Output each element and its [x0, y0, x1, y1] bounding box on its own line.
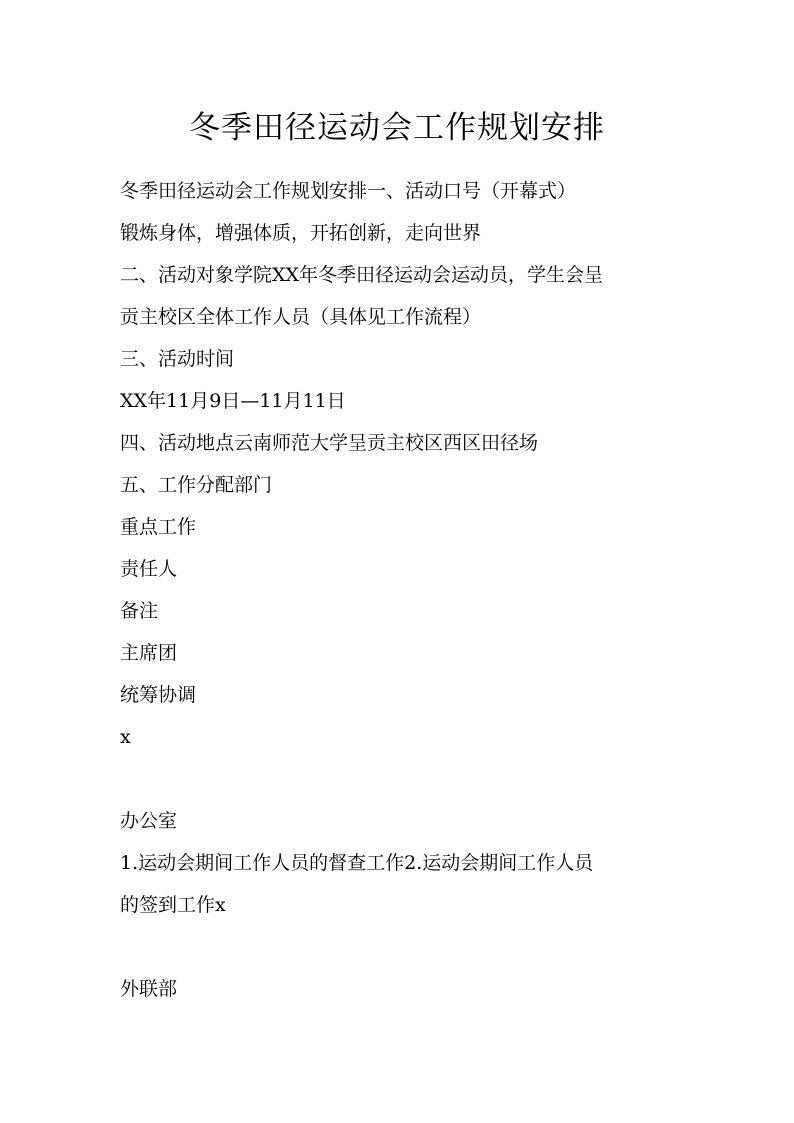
blank-line — [120, 926, 690, 968]
text-line: 锻炼身体，增强体质，开拓创新，走向世界 — [120, 222, 482, 244]
text-line: 冬季田径运动会工作规划安排一、活动口号（开幕式） — [120, 180, 577, 202]
text-line: 重点工作 — [120, 516, 197, 538]
blank-line — [120, 758, 690, 800]
text-line: 备注 — [120, 600, 159, 622]
text-line: XX年11月9日—11月11日 — [120, 390, 346, 412]
text-line: 的签到工作x — [120, 894, 226, 916]
text-line: 二、活动对象学院XX年冬季田径运动会运动员，学生会呈 — [120, 264, 604, 286]
text-line: 贡主校区全体工作人员（具体见工作流程） — [120, 306, 482, 328]
text-line: 统筹协调 — [120, 684, 197, 706]
document-body — [120, 170, 690, 1010]
text-line: 责任人 — [120, 558, 178, 580]
text-line: 五、工作分配部门 — [120, 474, 273, 496]
text-line: 三、活动时间 — [120, 348, 235, 370]
text-line: 外联部 — [120, 978, 178, 1000]
document-title: 冬季田径运动会工作规划安排 — [189, 110, 605, 146]
text-line: x — [120, 726, 131, 748]
text-line: 四、活动地点云南师范大学呈贡主校区西区田径场 — [120, 432, 539, 454]
text-line: 主席团 — [120, 642, 178, 664]
text-line: 1.运动会期间工作人员的督查工作2.运动会期间工作人员 — [120, 852, 594, 874]
text-line: 办公室 — [120, 810, 178, 832]
